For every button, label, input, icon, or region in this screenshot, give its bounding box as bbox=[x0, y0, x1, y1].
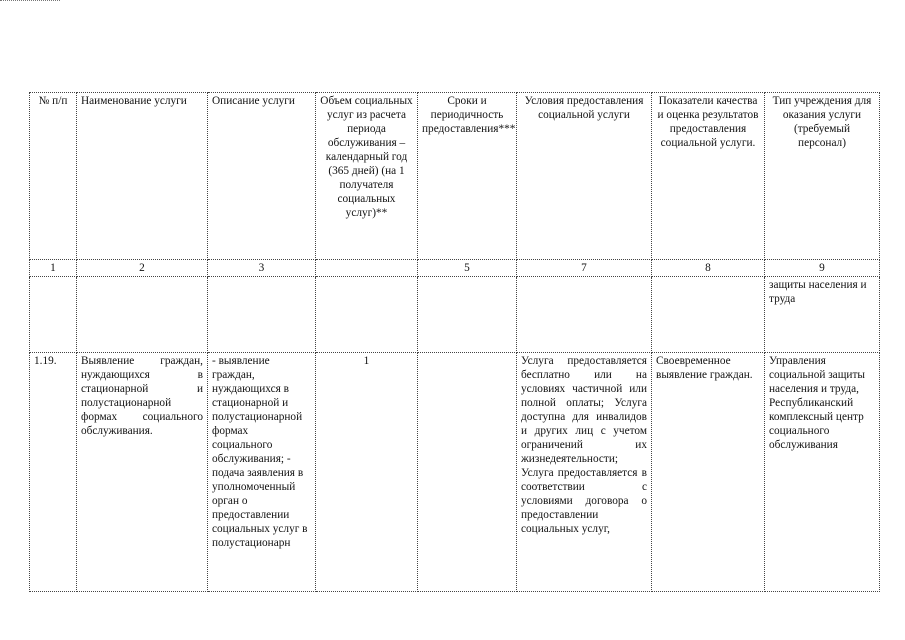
header-conditions: Условия предоставления социальной услуги bbox=[517, 93, 652, 260]
column-number bbox=[316, 260, 418, 277]
column-number: 7 bbox=[517, 260, 652, 277]
row-quality: Своевременное выявление граждан. bbox=[652, 353, 765, 592]
continuation-cell bbox=[208, 277, 316, 353]
row-service-description bbox=[208, 353, 316, 592]
conditions-text: Услуга предоставляется бесплатно или на условиях частичной или полной оплаты; Услуга доступна для инвалидов и других лиц с учетом ограничений их жизнедеятельности; Услуга предоставляется в соответствии с условиями договора о предоставлении социальных услуг, bbox=[521, 355, 647, 535]
services-table bbox=[29, 92, 880, 592]
row-number: 1.19. bbox=[30, 353, 77, 592]
column-number: 2 bbox=[77, 260, 208, 277]
continuation-row bbox=[30, 277, 880, 353]
continuation-cell bbox=[517, 277, 652, 353]
header-terms: Сроки и периодичность предоставления*** bbox=[418, 93, 517, 260]
column-number: 8 bbox=[652, 260, 765, 277]
header-num: № п/п bbox=[30, 93, 77, 260]
corner-mark bbox=[0, 0, 60, 4]
continuation-cell bbox=[316, 277, 418, 353]
header-service-description: Описание услуги bbox=[208, 93, 316, 260]
header-institution: Тип учреждения для оказания услуги (требуемый персонал) bbox=[765, 93, 880, 260]
continuation-cell bbox=[77, 277, 208, 353]
continuation-cell bbox=[418, 277, 517, 353]
row-conditions bbox=[517, 353, 652, 592]
column-number: 9 bbox=[765, 260, 880, 277]
continuation-cell bbox=[30, 277, 77, 353]
row-volume: 1 bbox=[316, 353, 418, 592]
column-number-row bbox=[30, 260, 880, 277]
row-institution: Управления социальной защиты населения и труда, Республиканский комплексный центр социального обслуживания bbox=[765, 353, 880, 592]
row-service-name: Выявление граждан, нуждающихся в стационарной и полустационарной формах социального обслуживания. bbox=[77, 353, 208, 592]
service-row-1-19 bbox=[30, 353, 880, 592]
column-number: 3 bbox=[208, 260, 316, 277]
header-volume: Объем социальных услуг из расчета периода обслуживания – календарный год (365 дней) (на 1 получателя социальных услуг)** bbox=[316, 93, 418, 260]
column-number: 1 bbox=[30, 260, 77, 277]
description-text: - выявление граждан, нуждающихся в стационарной и полустационарной формах социального обслуживания; - подача заявления в уполномоченный орган о предоставлении социальных услуг в полустационарн bbox=[212, 355, 308, 549]
continuation-cell bbox=[652, 277, 765, 353]
header-row bbox=[30, 93, 880, 260]
column-number: 5 bbox=[418, 260, 517, 277]
row-terms bbox=[418, 353, 517, 592]
continuation-institution: защиты населения и труда bbox=[765, 277, 880, 353]
header-service-name: Наименование услуги bbox=[77, 93, 208, 260]
header-quality: Показатели качества и оценка результатов предоставления социальной услуги. bbox=[652, 93, 765, 260]
